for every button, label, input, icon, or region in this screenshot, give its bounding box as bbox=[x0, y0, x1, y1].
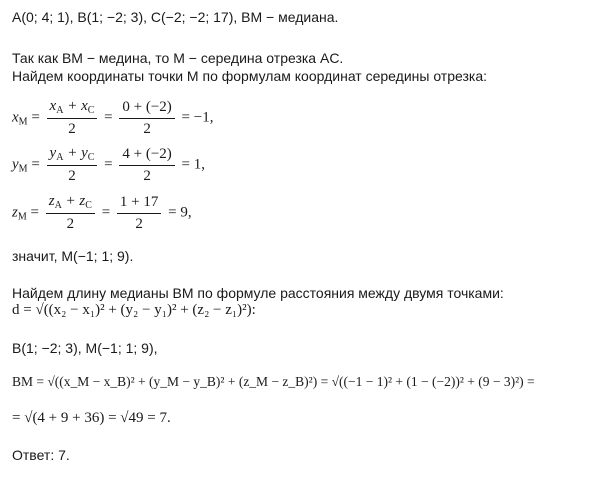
zm-fraction-symbolic bbox=[46, 193, 95, 233]
zm-result: = 9, bbox=[168, 204, 192, 221]
ym-lhs: y bbox=[12, 156, 19, 173]
midpoint-statement: Так как BM − медина, то M − середина отрезка AC. bbox=[12, 50, 344, 66]
bm-result: = √(4 + 9 + 36) = √49 = 7. bbox=[12, 410, 171, 426]
xm-frac-den: 2 bbox=[68, 121, 76, 137]
xm-frac-num-sub2: C bbox=[87, 105, 95, 116]
ym-frac-num-sub2: C bbox=[87, 152, 95, 163]
zm-frac-num-sub2: C bbox=[85, 200, 92, 211]
zm-lhs-sub: M bbox=[17, 211, 27, 223]
find-length-statement: Найдем длину медианы BM по формуле расстояния между двумя точками: bbox=[12, 285, 504, 301]
zm-formula: $z_M$ = $\frac{z_A + z_C}{2}$ = $\frac{1 + 17}{2}$ = 9, bbox=[12, 193, 192, 232]
find-coordinates-statement: Найдем координаты точки M по формулам координат середины отрезка: bbox=[12, 68, 488, 84]
ym-frac2-num: 4 + (−2) bbox=[119, 146, 174, 166]
ym-result: = 1, bbox=[181, 156, 206, 173]
zm-frac-num-var2: + z bbox=[61, 193, 86, 209]
ym-lhs-sub: M bbox=[18, 163, 28, 175]
distance-formula: d = √((x₂ − x₁)² + (y₂ − y₁)² + (z₂ − z₁)²): bbox=[12, 302, 256, 318]
ym-frac-den: 2 bbox=[68, 168, 76, 184]
given-statement: A(0; 4; 1), B(1; −2; 3), C(−2; −2; 17), BM − медиана. bbox=[12, 9, 339, 25]
ym-frac-num-var1: y bbox=[49, 145, 57, 161]
xm-frac-num-var2: + x bbox=[63, 98, 88, 114]
xm-result: = −1, bbox=[181, 109, 214, 126]
zm-frac2-den: 2 bbox=[135, 215, 143, 232]
xm-frac-num-var1: x bbox=[49, 98, 57, 114]
zm-lhs: z bbox=[12, 204, 18, 221]
ym-fraction-numeric bbox=[119, 146, 174, 185]
xm-fraction-symbolic bbox=[47, 98, 98, 138]
ym-frac-num-var2: + y bbox=[63, 145, 88, 161]
ym-formula: $y_M$ = $\frac{y_A + y_C}{2}$ = $\frac{4 + (-2)}{2}$ = 1, bbox=[12, 145, 206, 184]
xm-frac2-den: 2 bbox=[143, 120, 151, 137]
xm-lhs-sub: M bbox=[18, 116, 28, 128]
xm-formula: $x_M$ = $\frac{x_A + x_C}{2}$ = $\frac{0 + (-2)}{2}$ = −1, bbox=[12, 98, 214, 137]
zm-frac-num-var1: z bbox=[48, 193, 55, 209]
xm-fraction-numeric bbox=[119, 99, 174, 138]
xm-frac-num-sub1: A bbox=[56, 105, 64, 116]
points-statement: B(1; −2; 3), M(−1; 1; 9), bbox=[12, 340, 158, 356]
midpoint-result: значит, M(−1; 1; 9). bbox=[12, 248, 134, 264]
xm-lhs: x bbox=[12, 109, 19, 126]
answer-statement: Ответ: 7. bbox=[12, 447, 70, 463]
xm-frac2-num: 0 + (−2) bbox=[119, 99, 174, 119]
bm-expression: BM = √((x_M − x_B)² + (y_M − y_B)² + (z_M − z_B)²) = √((−1 − 1)² + (1 − (−2))² + (9 − 3)²) = bbox=[12, 374, 535, 389]
ym-frac-num-sub1: A bbox=[56, 152, 64, 163]
ym-fraction-symbolic bbox=[47, 145, 98, 185]
zm-frac-den: 2 bbox=[66, 216, 75, 232]
zm-frac-num-sub1: A bbox=[54, 200, 62, 211]
zm-fraction-numeric bbox=[117, 194, 161, 233]
zm-frac2-num: 1 + 17 bbox=[117, 194, 161, 214]
ym-frac2-den: 2 bbox=[143, 167, 151, 184]
